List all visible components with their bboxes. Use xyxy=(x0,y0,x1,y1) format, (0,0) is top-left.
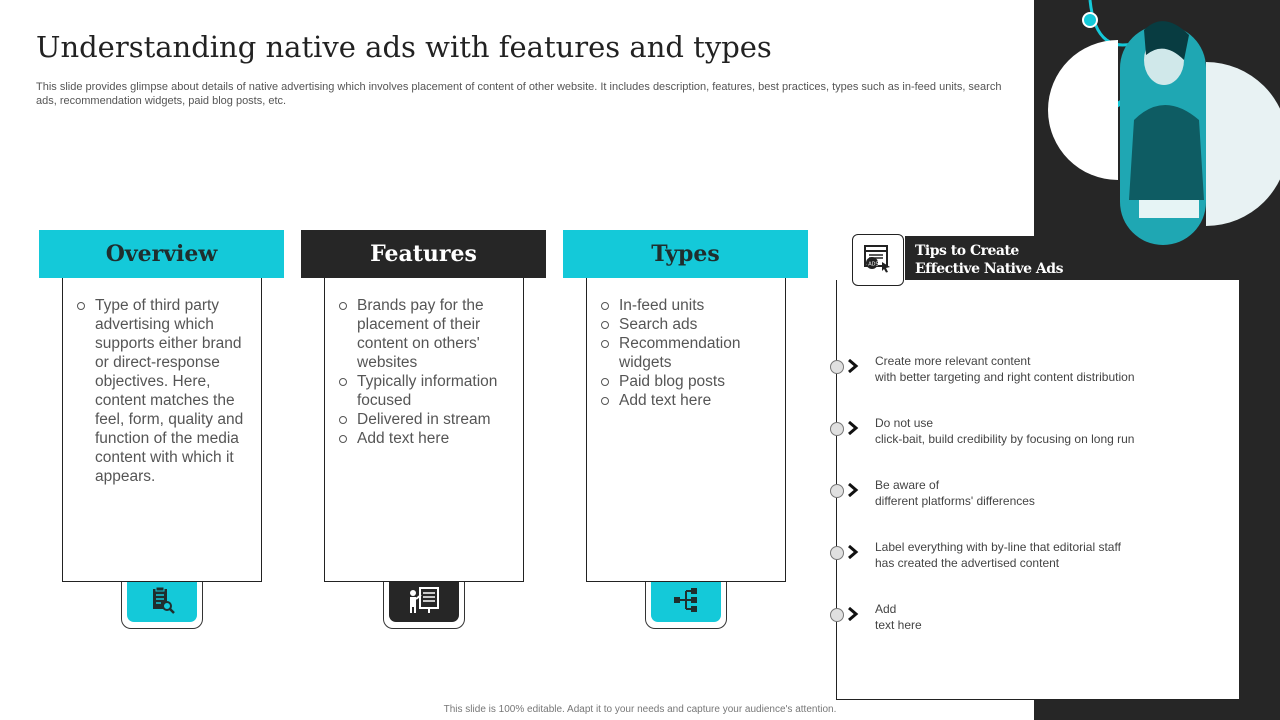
features-icon-bg xyxy=(389,582,459,622)
document-magnifier-icon xyxy=(147,585,177,620)
types-heading: Types xyxy=(563,230,808,278)
types-icon-tab xyxy=(645,582,727,629)
tips-icon-box xyxy=(852,234,904,286)
overview-heading: Overview xyxy=(39,230,284,278)
list-item: Paid blog posts xyxy=(601,372,775,391)
tip-text: Do not use click-bait, build credibility by focusing on long run xyxy=(875,416,1135,446)
list-item: Brands pay for the placement of their content on others' websites xyxy=(339,296,513,372)
hero-photo xyxy=(1034,0,1280,260)
ads-screen-icon xyxy=(862,243,894,278)
tips-title: Tips to Create Effective Native Ads xyxy=(915,243,1063,277)
types-icon-bg xyxy=(651,582,721,622)
tip-item xyxy=(830,539,1230,573)
overview-icon-tab xyxy=(121,582,203,629)
chevron-right-icon xyxy=(847,545,859,564)
overview-list xyxy=(63,278,261,486)
presenter-board-icon xyxy=(407,585,441,620)
features-heading: Features xyxy=(301,230,546,278)
list-item: Search ads xyxy=(601,315,775,334)
chevron-right-icon xyxy=(847,607,859,626)
list-item: Recommendation widgets xyxy=(601,334,775,372)
tip-item xyxy=(830,601,1230,635)
footer-note: This slide is 100% editable. Adapt it to your needs and capture your audience's attention. xyxy=(443,704,837,715)
bullet-dot xyxy=(830,422,844,436)
list-item: Typically information focused xyxy=(339,372,513,410)
tip-text: Be aware of different platforms' differences xyxy=(875,478,1035,508)
tip-text: Label everything with by-line that editorial staff has created the advertised content xyxy=(875,540,1121,570)
svg-text:ADS: ADS xyxy=(868,261,879,267)
bullet-dot xyxy=(830,360,844,374)
overview-card xyxy=(62,278,262,582)
bullet-dot xyxy=(830,608,844,622)
features-icon-tab xyxy=(383,582,465,629)
hierarchy-icon xyxy=(671,585,701,620)
page-subtitle: This slide provides glimpse about details of native advertising which involves placement of content of other website. It includes description, features, best practices, types such as in-feed units, search ads, recommendation widgets, paid blog posts, etc. xyxy=(36,81,1002,107)
types-list xyxy=(587,278,785,410)
types-card xyxy=(586,278,786,582)
chevron-right-icon xyxy=(847,359,859,378)
chevron-right-icon xyxy=(847,421,859,440)
features-list xyxy=(325,278,523,448)
tip-text: Create more relevant content with better targeting and right content distribution xyxy=(875,354,1135,384)
page-title: Understanding native ads with features and types xyxy=(36,30,772,64)
list-item: In-feed units xyxy=(601,296,775,315)
list-item: Delivered in stream xyxy=(339,410,513,429)
list-item: Add text here xyxy=(339,429,513,448)
list-item: Add text here xyxy=(601,391,775,410)
overview-icon-bg xyxy=(127,582,197,622)
list-item: Type of third party advertising which supports either brand or direct-response objectives. Here, content matches the feel, form, quality and function of the media content with which it appears. xyxy=(77,296,251,486)
tip-item xyxy=(830,353,1230,387)
bullet-dot xyxy=(830,546,844,560)
bullet-dot xyxy=(830,484,844,498)
tip-item xyxy=(830,477,1230,511)
chevron-right-icon xyxy=(847,483,859,502)
features-card xyxy=(324,278,524,582)
tip-item xyxy=(830,415,1230,449)
tip-text: Add text here xyxy=(875,602,922,632)
